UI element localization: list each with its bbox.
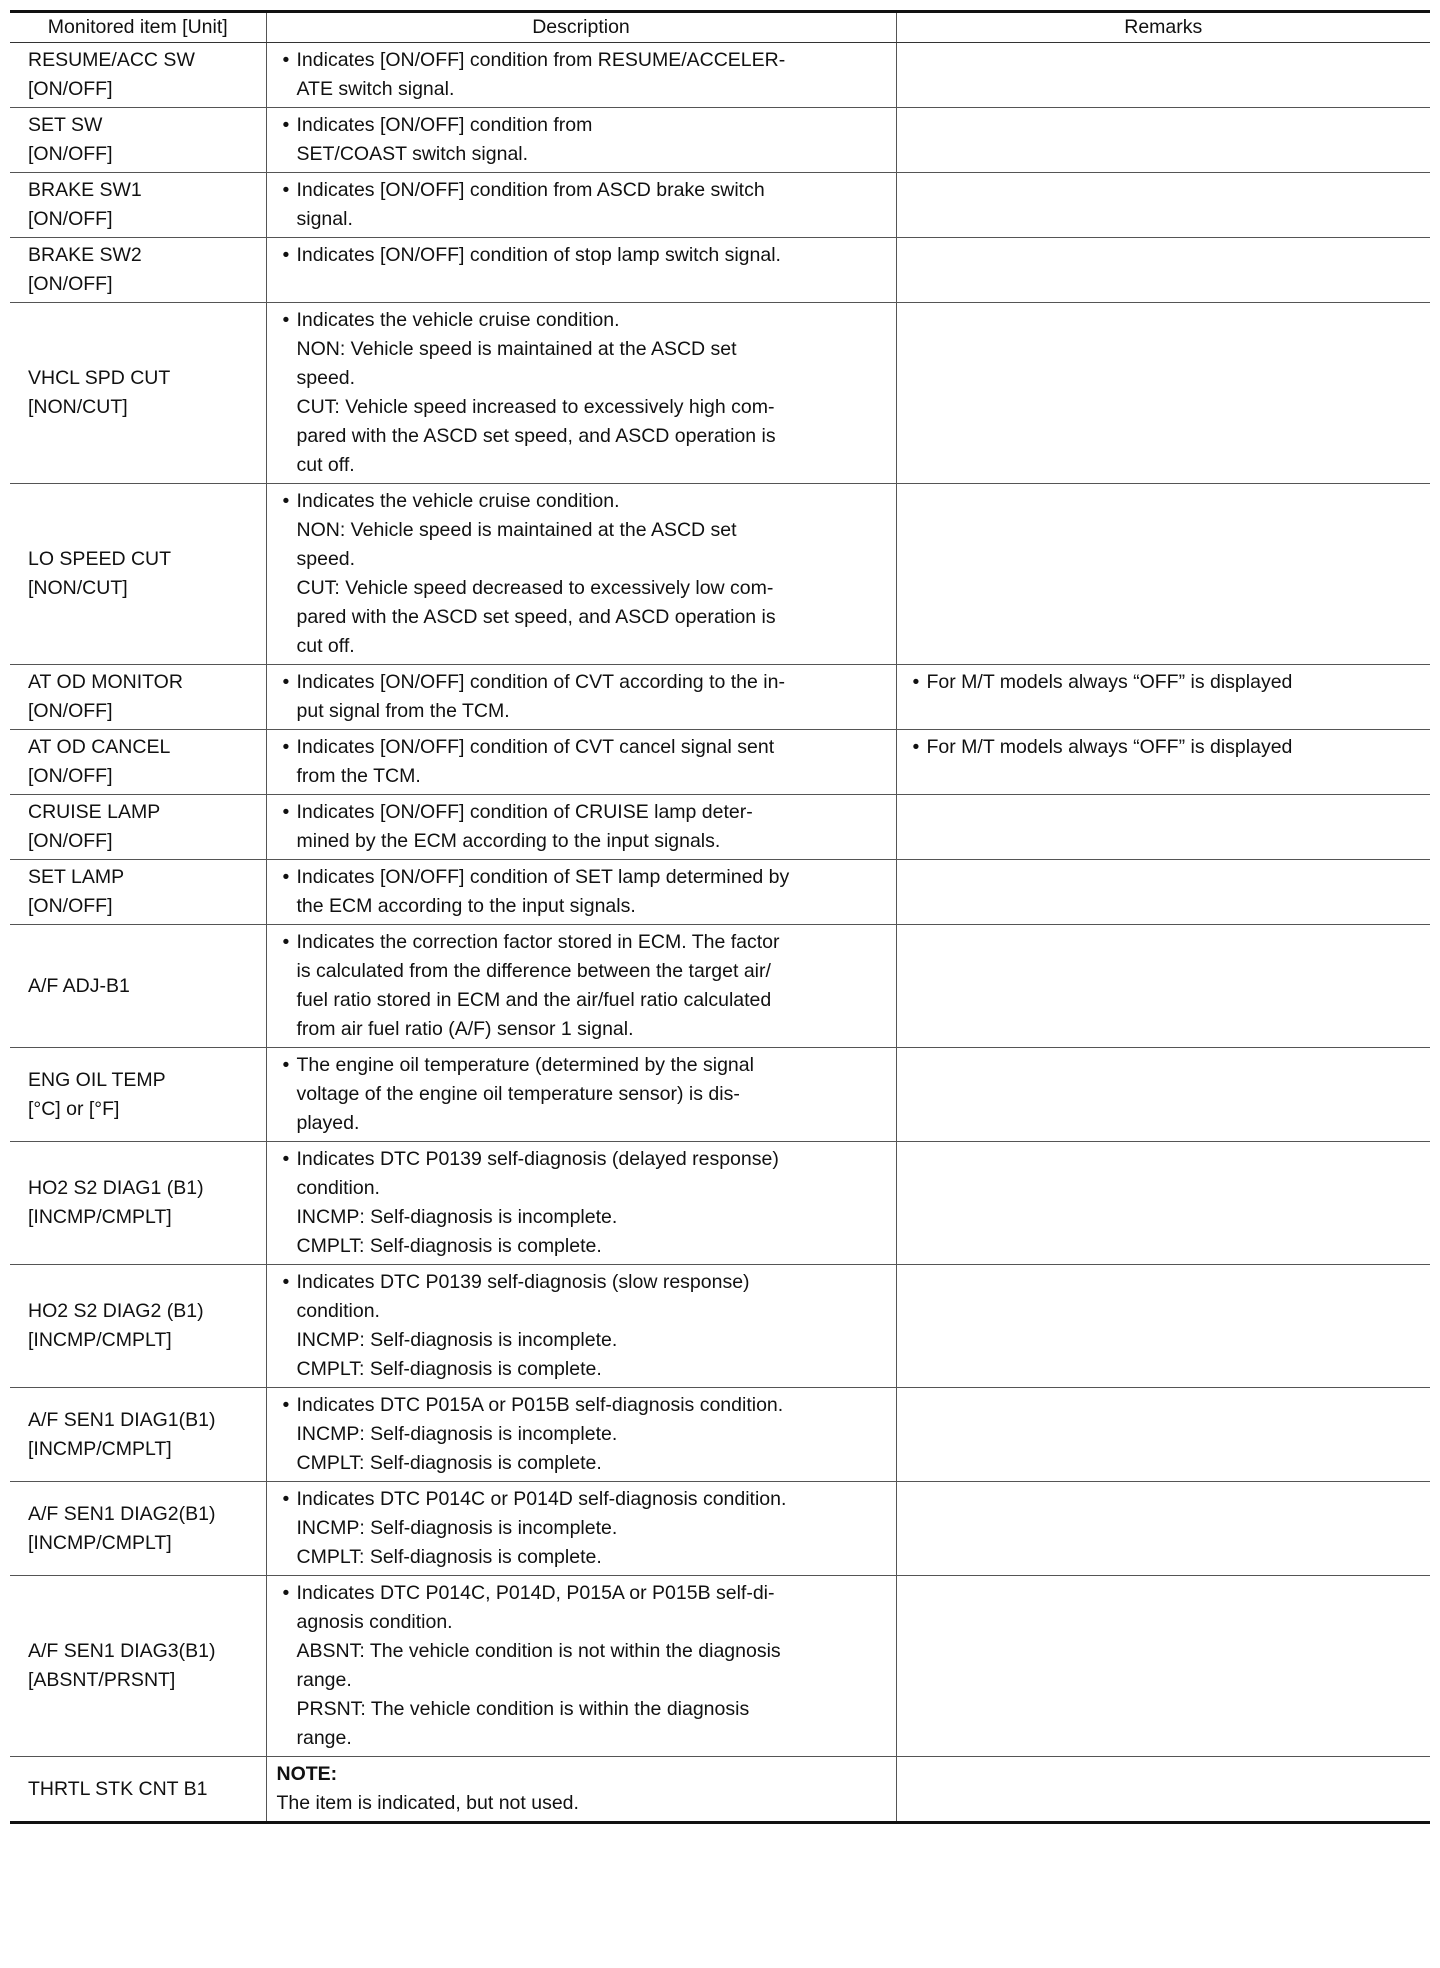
description-bullet bbox=[277, 863, 888, 921]
table-row bbox=[10, 1757, 1430, 1823]
item-name: AT OD CANCEL bbox=[28, 736, 171, 758]
monitored-item-cell bbox=[10, 925, 266, 1048]
description-line: cut off. bbox=[296, 454, 355, 476]
description-line: pared with the ASCD set speed, and ASCD operation is bbox=[296, 606, 776, 628]
remarks-cell bbox=[896, 795, 1430, 860]
remarks-cell bbox=[896, 665, 1430, 730]
table-header bbox=[10, 12, 1430, 43]
description-bullet bbox=[277, 487, 888, 661]
description-bullet bbox=[277, 306, 888, 480]
item-unit: [ON/OFF] bbox=[28, 273, 113, 295]
bullet-dot-icon: • bbox=[282, 736, 290, 758]
item-name: CRUISE LAMP bbox=[28, 801, 161, 823]
remarks-cell bbox=[896, 1048, 1430, 1142]
remarks-cell bbox=[896, 173, 1430, 238]
description-bullet bbox=[277, 798, 888, 856]
description-line: pared with the ASCD set speed, and ASCD operation is bbox=[296, 425, 776, 447]
item-unit: [NON/CUT] bbox=[28, 577, 128, 599]
description-line: Indicates [ON/OFF] condition of CVT according to the in- bbox=[296, 671, 785, 693]
description-line: played. bbox=[296, 1112, 360, 1134]
header-description: Description bbox=[266, 12, 896, 43]
description-bullet bbox=[277, 1485, 888, 1572]
description-line: CMPLT: Self-diagnosis is complete. bbox=[296, 1546, 602, 1568]
description-line: fuel ratio stored in ECM and the air/fuel ratio calculated bbox=[296, 989, 772, 1011]
description-line: is calculated from the difference between the target air/ bbox=[296, 960, 771, 982]
table-row bbox=[10, 1265, 1430, 1388]
remarks-cell bbox=[896, 1482, 1430, 1576]
remarks-bullet bbox=[907, 733, 1423, 762]
description-line: Indicates DTC P0139 self-diagnosis (slow response) bbox=[296, 1271, 750, 1293]
description-text bbox=[297, 1579, 888, 1753]
description-line: Indicates the vehicle cruise condition. bbox=[296, 490, 620, 512]
remarks-cell bbox=[896, 43, 1430, 108]
bullet-dot-icon: • bbox=[282, 801, 290, 823]
description-line: Indicates [ON/OFF] condition from ASCD brake switch bbox=[296, 179, 765, 201]
description-cell bbox=[266, 43, 896, 108]
bullet-dot-icon: • bbox=[282, 244, 290, 266]
description-line: Indicates DTC P0139 self-diagnosis (delayed response) bbox=[296, 1148, 779, 1170]
description-line: Indicates the vehicle cruise condition. bbox=[296, 309, 620, 331]
item-name: HO2 S2 DIAG2 (B1) bbox=[28, 1300, 204, 1322]
description-cell bbox=[266, 860, 896, 925]
description-bullet bbox=[277, 668, 888, 726]
table-body bbox=[10, 43, 1430, 1823]
table-row bbox=[10, 108, 1430, 173]
description-cell bbox=[266, 1265, 896, 1388]
bullet-dot-icon: • bbox=[282, 671, 290, 693]
note-text: The item is indicated, but not used. bbox=[276, 1792, 579, 1814]
bullet-dot-icon: • bbox=[282, 49, 290, 71]
description-bullet bbox=[277, 1145, 888, 1261]
bullet-dot-icon: • bbox=[912, 671, 920, 693]
description-cell bbox=[266, 108, 896, 173]
description-line: ABSNT: The vehicle condition is not within the diagnosis bbox=[296, 1640, 781, 1662]
monitored-item-cell bbox=[10, 860, 266, 925]
header-monitored-item: Monitored item [Unit] bbox=[10, 12, 266, 43]
description-cell bbox=[266, 303, 896, 484]
item-name: SET SW bbox=[28, 114, 103, 136]
description-cell bbox=[266, 730, 896, 795]
description-line: Indicates [ON/OFF] condition of CVT cancel signal sent bbox=[296, 736, 775, 758]
description-text bbox=[297, 487, 888, 661]
item-name: A/F SEN1 DIAG1(B1) bbox=[28, 1408, 216, 1431]
description-text bbox=[297, 863, 888, 921]
item-unit: [INCMP/CMPLT] bbox=[28, 1531, 172, 1554]
description-line: INCMP: Self-diagnosis is incomplete. bbox=[296, 1423, 618, 1445]
description-line: range. bbox=[296, 1669, 352, 1691]
description-line: CMPLT: Self-diagnosis is complete. bbox=[296, 1235, 602, 1257]
item-unit: [ON/OFF] bbox=[28, 78, 113, 100]
description-line: CMPLT: Self-diagnosis is complete. bbox=[296, 1358, 602, 1380]
description-bullet bbox=[277, 1051, 888, 1138]
description-cell bbox=[266, 1757, 896, 1823]
description-line: INCMP: Self-diagnosis is incomplete. bbox=[296, 1206, 618, 1228]
monitored-item-cell bbox=[10, 1482, 266, 1576]
item-name: HO2 S2 DIAG1 (B1) bbox=[28, 1177, 204, 1199]
description-line: range. bbox=[296, 1727, 352, 1749]
monitored-item-cell bbox=[10, 108, 266, 173]
monitored-item-cell bbox=[10, 1388, 266, 1482]
table-row bbox=[10, 860, 1430, 925]
description-line: Indicates the correction factor stored in ECM. The factor bbox=[296, 931, 780, 953]
monitored-item-cell bbox=[10, 43, 266, 108]
bullet-dot-icon: • bbox=[282, 1488, 290, 1510]
remarks-cell bbox=[896, 303, 1430, 484]
item-unit: [ON/OFF] bbox=[28, 830, 113, 852]
note-title: NOTE: bbox=[276, 1763, 338, 1785]
bullet-dot-icon: • bbox=[282, 866, 290, 888]
item-unit: [ON/OFF] bbox=[28, 208, 113, 230]
description-cell bbox=[266, 1576, 896, 1757]
description-line: Indicates [ON/OFF] condition from bbox=[296, 114, 593, 136]
header-remarks: Remarks bbox=[896, 12, 1430, 43]
monitored-item-cell bbox=[10, 1142, 266, 1265]
data-monitor-table bbox=[10, 10, 1430, 1824]
description-text bbox=[297, 733, 888, 791]
item-unit: [INCMP/CMPLT] bbox=[28, 1206, 172, 1228]
description-line: Indicates [ON/OFF] condition of CRUISE lamp deter- bbox=[296, 801, 753, 823]
description-line: Indicates [ON/OFF] condition of SET lamp determined by bbox=[296, 866, 790, 888]
description-bullet bbox=[277, 111, 888, 169]
description-line: INCMP: Self-diagnosis is incomplete. bbox=[296, 1517, 618, 1539]
description-line: CUT: Vehicle speed decreased to excessively low com- bbox=[296, 577, 774, 599]
monitored-item-cell bbox=[10, 665, 266, 730]
description-text bbox=[297, 306, 888, 480]
item-name: SET LAMP bbox=[28, 866, 125, 888]
description-text bbox=[297, 46, 888, 104]
description-cell bbox=[266, 1388, 896, 1482]
description-line: put signal from the TCM. bbox=[296, 700, 510, 722]
item-unit: [ON/OFF] bbox=[28, 765, 113, 787]
description-line: CUT: Vehicle speed increased to excessively high com- bbox=[296, 396, 775, 418]
bullet-dot-icon: • bbox=[282, 490, 290, 512]
item-unit: [INCMP/CMPLT] bbox=[28, 1329, 172, 1351]
description-line: Indicates DTC P014C, P014D, P015A or P015B self-di- bbox=[296, 1582, 775, 1604]
description-cell bbox=[266, 1142, 896, 1265]
table-row bbox=[10, 484, 1430, 665]
description-line: Indicates DTC P014C or P014D self-diagnosis condition. bbox=[296, 1488, 787, 1510]
description-text bbox=[297, 798, 888, 856]
description-line: PRSNT: The vehicle condition is within the diagnosis bbox=[296, 1698, 750, 1720]
description-line: mined by the ECM according to the input signals. bbox=[296, 830, 721, 852]
monitored-item-cell bbox=[10, 173, 266, 238]
table-row bbox=[10, 43, 1430, 108]
monitored-item-cell bbox=[10, 1265, 266, 1388]
description-line: The engine oil temperature (determined by the signal bbox=[296, 1054, 754, 1076]
description-line: speed. bbox=[296, 548, 356, 570]
remarks-cell bbox=[896, 1142, 1430, 1265]
item-unit: [ON/OFF] bbox=[28, 895, 113, 917]
monitored-item-cell bbox=[10, 1576, 266, 1757]
table-row bbox=[10, 1142, 1430, 1265]
table-row bbox=[10, 1388, 1430, 1482]
table-row bbox=[10, 730, 1430, 795]
description-text bbox=[297, 1268, 888, 1384]
description-bullet bbox=[277, 733, 888, 791]
description-line: the ECM according to the input signals. bbox=[296, 895, 636, 917]
description-line: Indicates [ON/OFF] condition from RESUME/ACCELER- bbox=[296, 49, 786, 71]
description-cell bbox=[266, 1482, 896, 1576]
description-bullet bbox=[277, 928, 888, 1044]
table-row bbox=[10, 1482, 1430, 1576]
description-line: cut off. bbox=[296, 635, 355, 657]
bullet-dot-icon: • bbox=[282, 114, 290, 136]
table-row bbox=[10, 1576, 1430, 1757]
item-name: A/F ADJ-B1 bbox=[28, 974, 130, 997]
description-bullet bbox=[277, 1391, 888, 1478]
item-unit: [ON/OFF] bbox=[28, 700, 113, 722]
description-bullet bbox=[277, 1579, 888, 1753]
description-line: from air fuel ratio (A/F) sensor 1 signal. bbox=[296, 1018, 634, 1040]
item-name: AT OD MONITOR bbox=[28, 671, 183, 693]
bullet-dot-icon: • bbox=[282, 1148, 290, 1170]
item-name: BRAKE SW1 bbox=[28, 179, 142, 201]
description-cell bbox=[266, 925, 896, 1048]
table-row bbox=[10, 925, 1430, 1048]
bullet-dot-icon: • bbox=[282, 309, 290, 331]
description-bullet bbox=[277, 241, 888, 270]
table-row bbox=[10, 795, 1430, 860]
remarks-text: For M/T models always “OFF” is displayed bbox=[926, 736, 1293, 758]
bullet-dot-icon: • bbox=[282, 1582, 290, 1604]
table-row bbox=[10, 1048, 1430, 1142]
remarks-cell bbox=[896, 1757, 1430, 1823]
bullet-dot-icon: • bbox=[282, 179, 290, 201]
bullet-dot-icon: • bbox=[282, 1394, 290, 1416]
table-row bbox=[10, 238, 1430, 303]
bullet-dot-icon: • bbox=[282, 931, 290, 953]
bullet-dot-icon: • bbox=[912, 736, 920, 758]
item-name: VHCL SPD CUT bbox=[28, 367, 171, 389]
item-name: BRAKE SW2 bbox=[28, 244, 142, 266]
item-name: A/F SEN1 DIAG3(B1) bbox=[28, 1640, 216, 1662]
description-line: NON: Vehicle speed is maintained at the ASCD set bbox=[296, 338, 737, 360]
description-text bbox=[297, 1051, 888, 1138]
bullet-dot-icon: • bbox=[282, 1054, 290, 1076]
item-name: LO SPEED CUT bbox=[28, 548, 172, 570]
description-line: Indicates [ON/OFF] condition of stop lamp switch signal. bbox=[296, 244, 781, 266]
description-line: agnosis condition. bbox=[296, 1611, 453, 1633]
remarks-cell bbox=[896, 484, 1430, 665]
table-row bbox=[10, 173, 1430, 238]
monitored-item-cell bbox=[10, 1757, 266, 1823]
description-bullet bbox=[277, 176, 888, 234]
description-line: CMPLT: Self-diagnosis is complete. bbox=[296, 1452, 602, 1474]
description-cell bbox=[266, 484, 896, 665]
description-line: signal. bbox=[296, 208, 353, 230]
description-cell bbox=[266, 795, 896, 860]
item-name: THRTL STK CNT B1 bbox=[28, 1777, 208, 1800]
item-unit: [NON/CUT] bbox=[28, 396, 128, 418]
monitored-item-cell bbox=[10, 303, 266, 484]
description-text bbox=[297, 1485, 888, 1572]
description-cell bbox=[266, 665, 896, 730]
description-bullet bbox=[277, 1268, 888, 1384]
description-text bbox=[297, 1145, 888, 1261]
remarks-cell bbox=[896, 860, 1430, 925]
remarks-cell bbox=[896, 925, 1430, 1048]
monitored-item-cell bbox=[10, 484, 266, 665]
monitored-item-cell bbox=[10, 730, 266, 795]
remarks-cell bbox=[896, 238, 1430, 303]
description-line: from the TCM. bbox=[296, 765, 421, 787]
description-text bbox=[297, 241, 888, 270]
table-row bbox=[10, 665, 1430, 730]
description-text bbox=[297, 668, 888, 726]
item-name: RESUME/ACC SW bbox=[28, 49, 195, 71]
description-line: ATE switch signal. bbox=[296, 78, 455, 100]
description-cell bbox=[266, 1048, 896, 1142]
remarks-cell bbox=[896, 108, 1430, 173]
description-cell bbox=[266, 238, 896, 303]
description-line: condition. bbox=[296, 1300, 380, 1322]
header-row bbox=[10, 12, 1430, 43]
item-name: A/F SEN1 DIAG2(B1) bbox=[28, 1502, 216, 1525]
monitored-item-cell bbox=[10, 238, 266, 303]
description-text bbox=[297, 176, 888, 234]
description-text bbox=[297, 1391, 888, 1478]
remarks-cell bbox=[896, 1265, 1430, 1388]
bullet-dot-icon: • bbox=[282, 1271, 290, 1293]
description-text bbox=[297, 111, 888, 169]
item-unit: [ABSNT/PRSNT] bbox=[28, 1669, 176, 1691]
description-line: INCMP: Self-diagnosis is incomplete. bbox=[296, 1329, 618, 1351]
item-unit: [ON/OFF] bbox=[28, 143, 113, 165]
description-line: condition. bbox=[296, 1177, 380, 1199]
remarks-bullet bbox=[907, 668, 1423, 697]
description-line: SET/COAST switch signal. bbox=[296, 143, 529, 165]
description-line: NON: Vehicle speed is maintained at the ASCD set bbox=[296, 519, 737, 541]
description-line: voltage of the engine oil temperature sensor) is dis- bbox=[296, 1083, 740, 1105]
item-unit: [INCMP/CMPLT] bbox=[28, 1437, 172, 1460]
description-line: Indicates DTC P015A or P015B self-diagnosis condition. bbox=[296, 1394, 784, 1416]
monitored-item-cell bbox=[10, 1048, 266, 1142]
item-name: ENG OIL TEMP bbox=[28, 1068, 166, 1091]
item-unit: [°C] or [°F] bbox=[28, 1097, 120, 1120]
remarks-text: For M/T models always “OFF” is displayed bbox=[926, 671, 1293, 693]
remarks-cell bbox=[896, 1388, 1430, 1482]
monitored-item-cell bbox=[10, 795, 266, 860]
remarks-cell bbox=[896, 730, 1430, 795]
table-row bbox=[10, 303, 1430, 484]
description-bullet bbox=[277, 46, 888, 104]
remarks-cell bbox=[896, 1576, 1430, 1757]
description-text bbox=[297, 928, 888, 1044]
description-cell bbox=[266, 173, 896, 238]
description-line: speed. bbox=[296, 367, 356, 389]
